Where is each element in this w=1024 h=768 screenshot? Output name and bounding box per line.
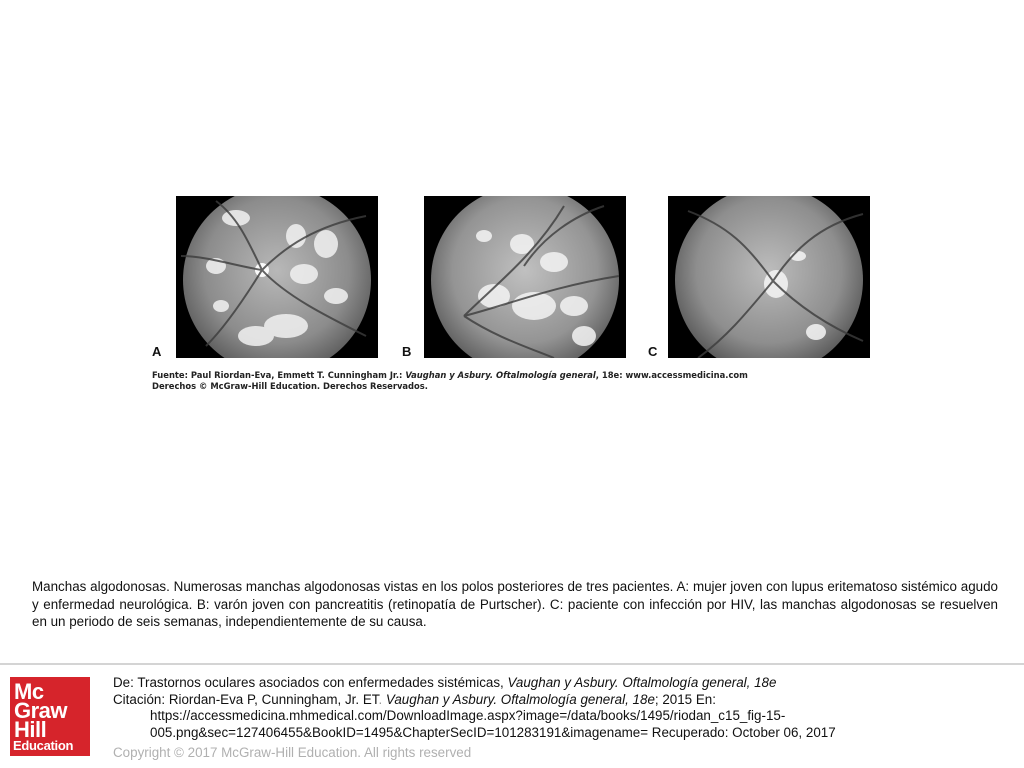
divider (0, 663, 1024, 665)
figure-caption: Manchas algodonosas. Numerosas manchas algodonosas vistas en los polos posteriores de tres pacientes. A: mujer joven con lupus eritematoso sistémico agudo y enfermedad neurológica. B: varón joven con pancreatitis (retinopatía de Purtscher). C: paciente con infección por HIV, las manchas algodonosas se resuelven en un periodo de seis semanas, independientemente de su causa. (32, 579, 998, 630)
fundus-photo-a (176, 196, 378, 358)
citation-url-line-1[interactable]: https://accessmedicina.mhmedical.com/DownloadImage.aspx?image=/data/books/1495/riodan_c15_fig-15- (150, 708, 786, 723)
logo-line-3: Hill (14, 717, 47, 742)
citation-line: Citación: Riordan-Eva P, Cunningham, Jr. ET. Vaughan y Asbury. Oftalmología general, 18e; 2015 En: (113, 691, 716, 707)
source-from-line: De: Trastornos oculares asociados con enfermedades sistémicas, Vaughan y Asbury. Oftalmología general, 18e (113, 675, 777, 690)
panel-label-b: B (402, 344, 412, 359)
figure-source-line: Fuente: Paul Riordan-Eva, Emmett T. Cunningham Jr.: Vaughan y Asbury. Oftalmología general, 18e: www.accessmedicina.com (152, 370, 748, 380)
figure-source-credit (152, 370, 748, 392)
copyright-notice: Copyright © 2017 McGraw-Hill Education. All rights reserved (113, 745, 472, 760)
panel-label-c: C (648, 344, 658, 359)
fundus-figure (152, 196, 870, 392)
logo-line-1: Mc (14, 679, 44, 704)
figure-rights-line: Derechos © McGraw-Hill Education. Derechos Reservados. (152, 381, 428, 391)
logo-line-4: Education (13, 738, 74, 753)
panel-label-a: A (152, 344, 162, 359)
mcgraw-hill-education-logo (10, 677, 90, 756)
logo-line-2: Graw (14, 698, 68, 723)
fundus-photo-c (668, 196, 870, 358)
fundus-photo-b (424, 196, 626, 358)
citation-url-line-2[interactable]: 005.png&sec=127406455&BookID=1495&ChapterSecID=101283191&imagename= Recuperado: October 06, 2017 (150, 724, 836, 740)
source-citation-block (113, 675, 1013, 741)
